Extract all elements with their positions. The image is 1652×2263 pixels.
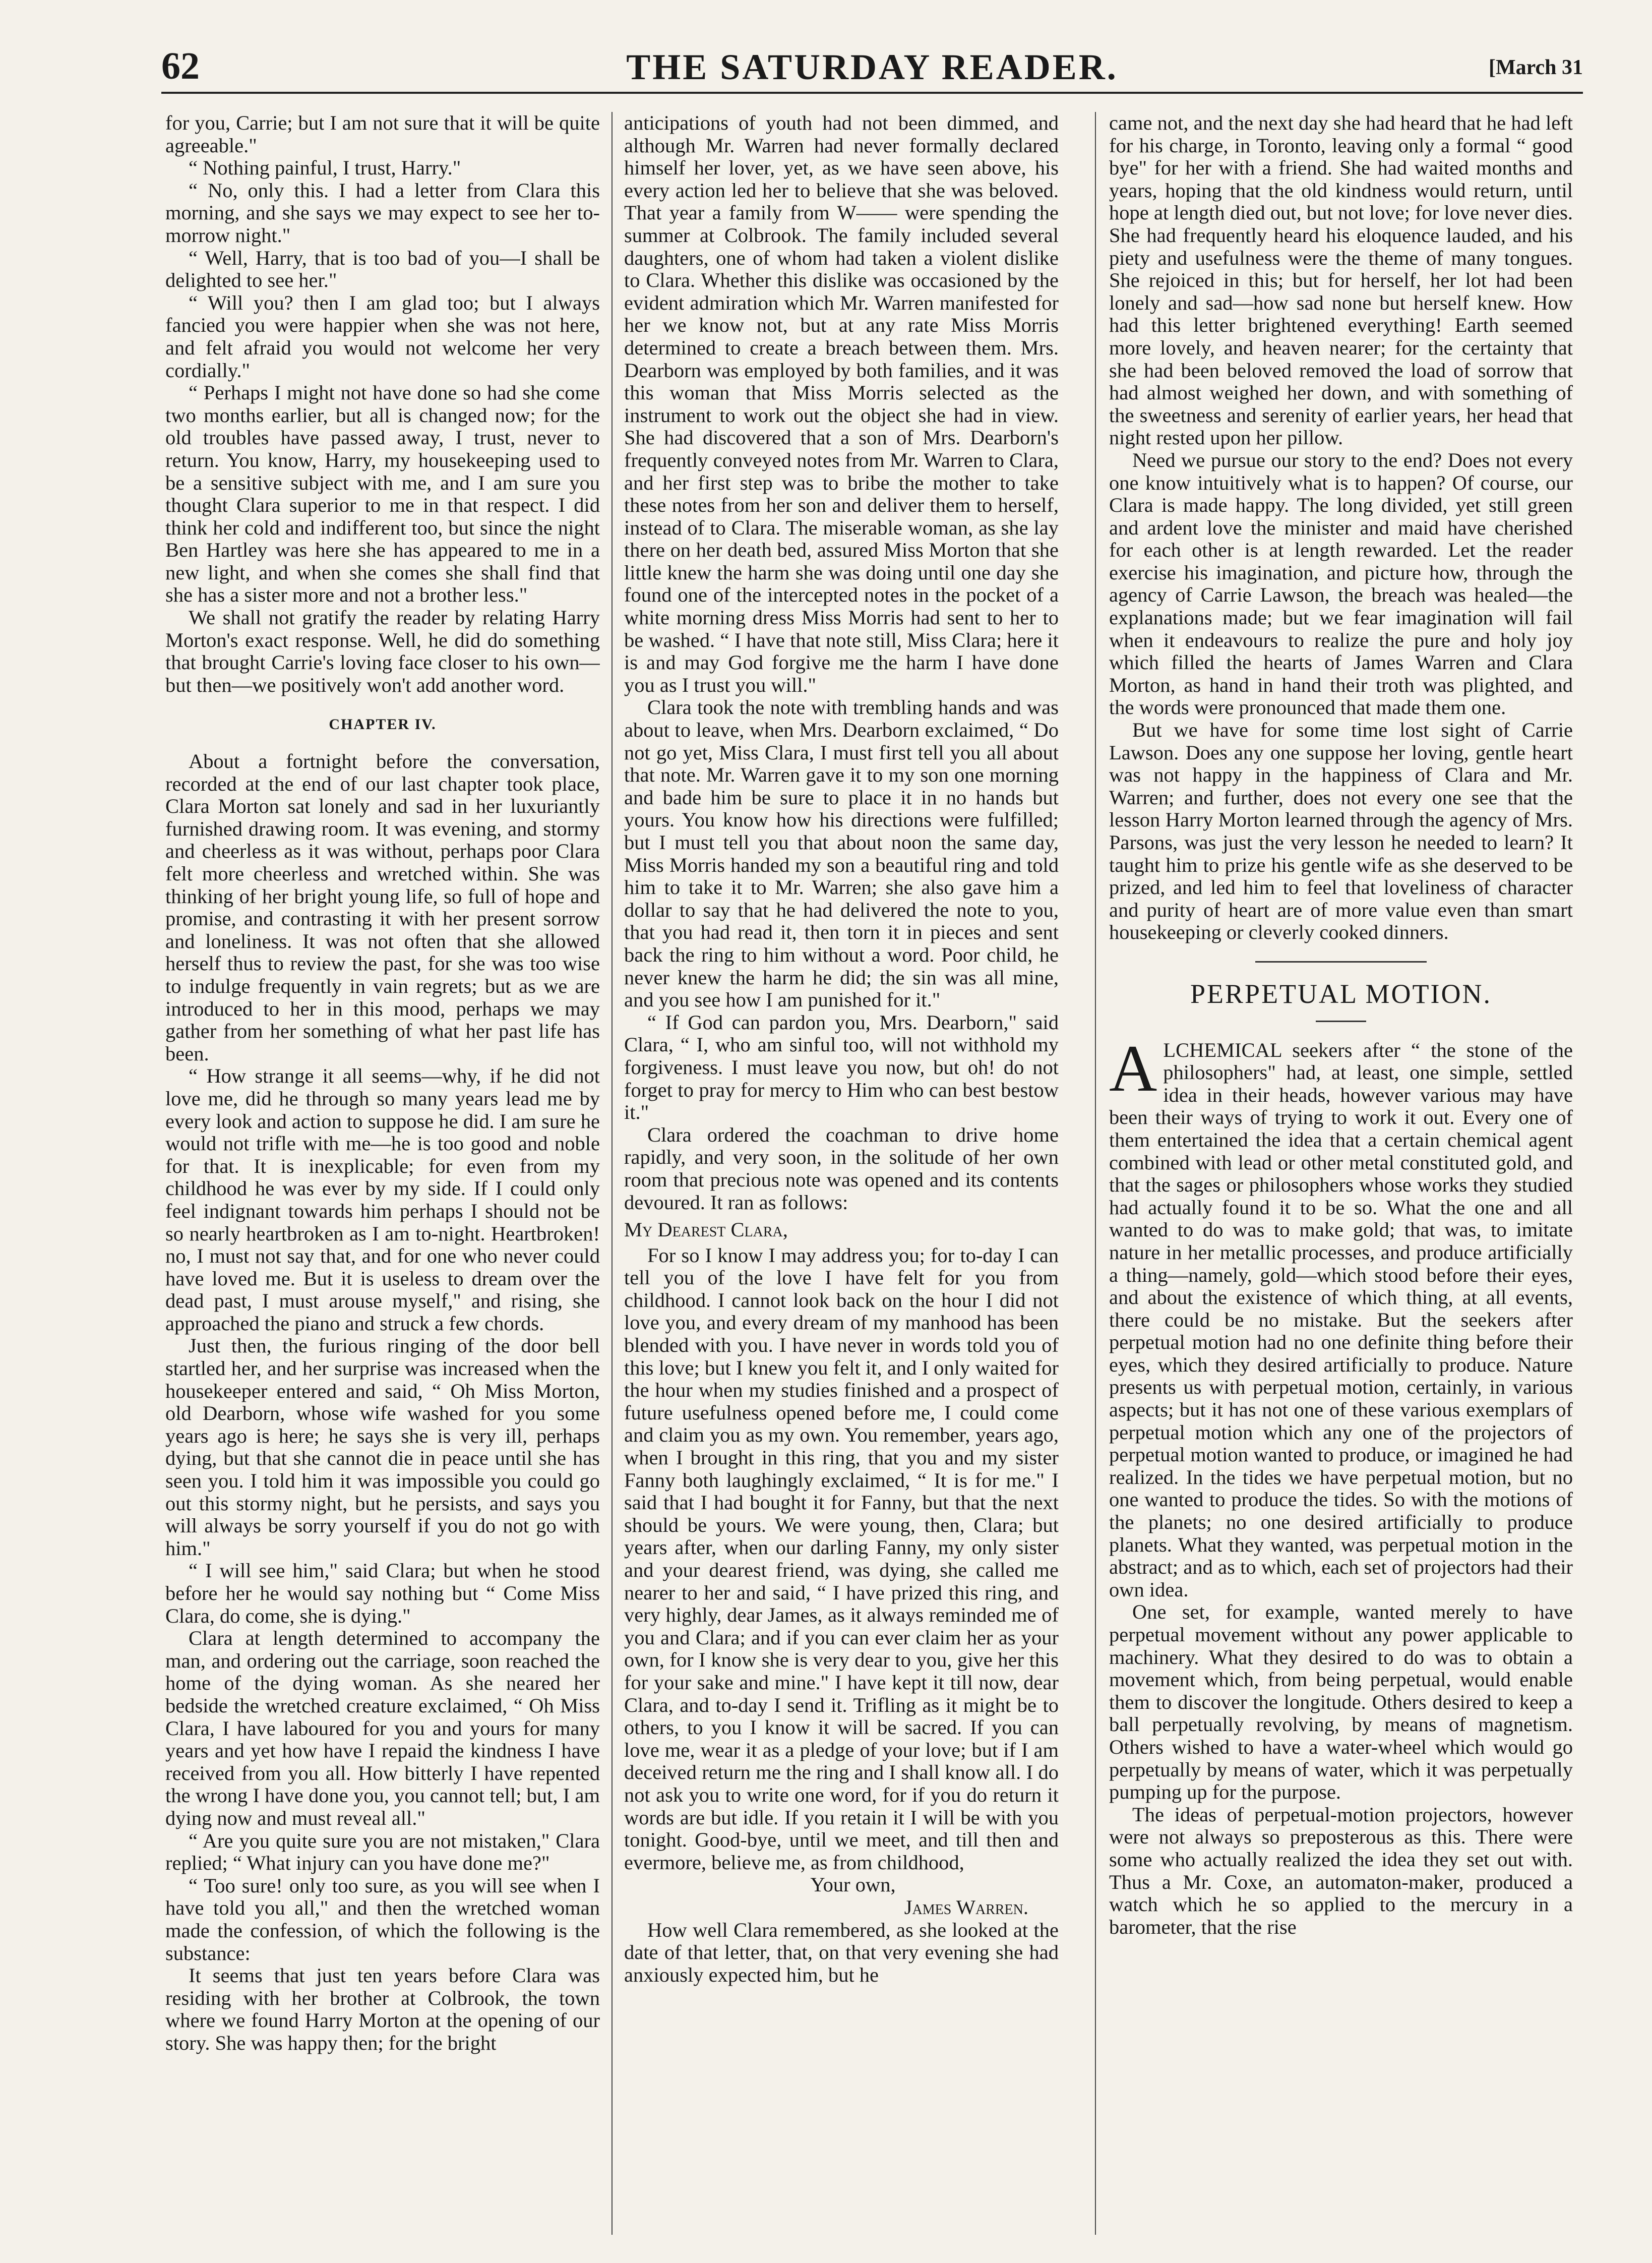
article-title: PERPETUAL MOTION. bbox=[1190, 978, 1492, 1009]
paragraph: “ No, only this. I had a letter from Clara this morning, and she says we may expect to see her to-morrow night." bbox=[165, 178, 600, 247]
paragraph: Clara at length determined to accompany the man, and ordering out the carriage, soon reached the home of the dying woman. As she neared her bedside the wretched creature exclaimed, “ Oh Miss Clara, I have laboured for you and yours for many years and yet how have I repaid the kindness I have received from you all. How bitterly I have repented the wrong I have done you, you cannot tell; but, I am dying now and must reveal all." bbox=[165, 1627, 600, 1829]
paragraph bbox=[1109, 1031, 1573, 1601]
paragraph: For so I know I may address you; for to-day I can tell you of the love I have felt for you from childhood. I cannot look back on the hour I did not love you, and every dream of my manhood has been blended with you. I have never in words told you of this love; but I knew you felt it, and I only waited for the hour when my studies finished and a prospect of future usefulness opened before me, I could come and claim you as my own. You remember, years ago, when I brought in this ring, that you and my sister Fanny both laughingly exclaimed, “ It is for me." I said that I had bought it for Fanny, but that the next should be yours. We were young, then, Clara; but years after, when our darling Fanny, my only sister and your dearest friend, was dying, she called me nearer to her and said, “ I have prized this ring, and very highly, dear James, as it always reminded me of you and Clara; and if you can ever claim her as your own, for I know she is very dear to you, give her this for your sake and mine." I have kept it till now, dear Clara, and to-day I send it. Trifling as it might be to others, to you I know it will be sacred. If you can love me, wear it as a pledge of your love; but if I am deceived return me the ring and I shall know all. I do not ask you to write one word, for if you do return it words are but idle. If you retain it I will be with you tonight. Good-bye, until we meet, and till then and evermore, believe me, as from childhood, bbox=[624, 1243, 1059, 1874]
letter-salutation: My Dearest Clara, bbox=[624, 1218, 788, 1241]
drop-cap: A bbox=[1109, 1031, 1157, 1105]
paragraph: “ Perhaps I might not have done so had she come two months earlier, but all is changed now; for the old troubles have passed away, I trust, never to return. You know, Harry, my housekeeping used to be a sensitive subject with me, and I am sure you thought Clara superior to me in that respect. I did think her cold and indifferent too, but since the night Ben Hartley was here she has appeared to me in a new light, and when she comes she shall find that she has a sister more and not a brother less." bbox=[165, 381, 600, 607]
paragraph: for you, Carrie; but I am not sure that it will be quite agreeable." bbox=[165, 112, 600, 157]
paragraph: How well Clara remembered, as she looked at the date of that letter, that, on that very evening she had anxiously expected him, but he bbox=[624, 1918, 1059, 1986]
paragraph: anticipations of youth had not been dimmed, and although Mr. Warren had never formally declared himself her lover, yet, as we have seen above, his every action led her to believe that she was beloved. That year a family from W—— were spending the summer at Colbrook. The family included several daughters, one of whom had taken a violent dislike to Clara. Whether this dislike was occasioned by the evident admiration which Mr. Warren manifested for her we know not, but at any rate Miss Morris determined to create a breach between them. Mrs. Dearborn was employed by both families, and it was this woman that Miss Morris selected as the instrument to work out the object she had in view. She had discovered that a son of Mrs. Dearborn's frequently conveyed notes from Mr. Warren to Clara, and her first step was to bribe the mother to take these notes from her son and deliver them to herself, instead of to Clara. The miserable woman, as she lay there on her death bed, assured Miss Morton that she little knew the harm she was doing until one day she found one of the intercepted notes in the pocket of a white morning dress Miss Morris had sent to her to be washed. “ I have that note still, Miss Clara; here it is and may God forgive me the harm I have done you as I trust you will." bbox=[624, 112, 1059, 696]
paragraph: It seems that just ten years before Clara was residing with her brother at Colbrook, the town where we found Harry Morton at the opening of our story. She was happy then; for the bright bbox=[165, 1964, 600, 2054]
column-2 bbox=[624, 112, 1059, 2235]
paragraph: “ Will you? then I am glad too; but I always fancied you were happier when she was not here, and felt afraid you would not welcome her very cordially." bbox=[165, 291, 600, 382]
title-rule bbox=[1316, 1021, 1366, 1022]
issue-date: [March 31 bbox=[1488, 56, 1583, 79]
header-rule bbox=[161, 92, 1583, 94]
paragraph: But we have for some time lost sight of Carrie Lawson. Does any one suppose her loving, gentle heart was not happy in the happiness of Clara and Mr. Warren; and further, does not every one see that the lesson Harry Morton learned through the agency of Mrs. Parsons, was just the very lesson he needed to learn? It taught him to prize his gentle wife as she deserved to be prized, and led him to feel that loveliness of character and purity of heart are of more value even than smart housekeeping or cleverly cooked dinners. bbox=[1109, 719, 1573, 944]
section-rule bbox=[1255, 961, 1427, 963]
column-3 bbox=[1109, 112, 1573, 2235]
paragraph: “ Nothing painful, I trust, Harry." bbox=[189, 156, 461, 180]
paragraph: “ How strange it all seems—why, if he did not love me, did he through so many years lead me by every look and action to suppose he did. I am sure he would not trifle with me—he is too good and noble for that. It is inexplicable; for even from my childhood he was ever by my side. If I could only feel indignant towards him perhaps I should not be so nearly heartbroken as I am to-night. Heartbroken! no, I must not say that, and for one who never could have loved me. But it is useless to dream over the dead past, I must arouse myself," and rising, she approached the piano and struck a few chords. bbox=[165, 1064, 600, 1335]
letter-body bbox=[624, 1244, 1059, 1874]
paragraph: “ If God can pardon you, Mrs. Dearborn," said Clara, “ I, who am sinful too, will not withhold my forgiveness. I must leave you now, but oh! do not forget to pray for mercy to Him who can best bestow it." bbox=[624, 1010, 1059, 1124]
paragraph: “ Well, Harry, that is too bad of you—I shall be delighted to see her." bbox=[165, 246, 600, 292]
page-number: 62 bbox=[161, 45, 200, 87]
column-divider bbox=[611, 112, 613, 2235]
paragraph-text: LCHEMICAL seekers after “ the stone of the philosophers" had, at least, one simple, settled idea in their heads, however various may have been their ways of trying to work it out. Every one of them entertained the idea that a certain chemical agent combined with lead or other metal constituted gold, and that the sages or philosophers whose works they studied had actually found it to be so. What the one and all wanted to do was to make gold; that was, to imitate nature in her metallic processes, and produce artificially a thing—namely, gold—which stood before their eyes, and about the existence of which thing, at all events, there could be no mistake. But the seekers after perpetual motion had no one definite thing before their eyes, which they desired artificially to produce. Nature presents us with perpetual motion, certainly, in various aspects; but it has not one of these various exemplars of perpetual motion which any one of the projectors of perpetual motion wanted to produce, or imagined he had realized. In the tides we have perpetual motion, but no one wanted to produce the tides. So with the motions of the planets; no one desired artificially to produce planets. What they wanted, was perpetual motion in the abstract; and as to which, each set of projectors had their own idea. bbox=[1109, 1038, 1573, 1601]
paragraph: “ I will see him," said Clara; but when he stood before her he would say nothing but “ Come Miss Clara, do come, she is dying." bbox=[165, 1559, 600, 1627]
paragraph: came not, and the next day she had heard that he had left for his charge, in Toronto, leaving only a formal “ good bye" for her with a friend. She had waited months and years, hoping that the old kindness would return, until hope at length died out, but not love; for love never dies. She had frequently heard his eloquence lauded, and his piety and usefulness were the theme of many tongues. She rejoiced in this; but for herself, her lot had been lonely and sad—how sad none but herself knew. How had this letter brightened everything! Earth seemed more lovely, and heaven nearer; for the certainty that she had been beloved removed the load of sorrow that had almost weighed her down, and with something of the sweetness and serenity of earlier years, her head that night rested upon her pillow. bbox=[1109, 112, 1573, 449]
paragraph: Clara ordered the coachman to drive home rapidly, and very soon, in the solitude of her own room that precious note was opened and its contents devoured. It ran as follows: bbox=[624, 1123, 1059, 1214]
chapter-heading: CHAPTER IV. bbox=[329, 716, 437, 733]
letter-closing: Your own, bbox=[810, 1873, 896, 1896]
paragraph: “ Are you quite sure you are not mistaken," Clara replied; “ What injury can you have done me?" bbox=[165, 1829, 600, 1875]
masthead bbox=[161, 44, 1583, 90]
paragraph: Need we pursue our story to the end? Does not every one know intuitively what is to happen? Of course, our Clara is made happy. The long divided, yet still green and ardent love the minister and maid have cherished for each other is at length rewarded. Let the reader exercise his imagination, and picture how, through the agency of Carrie Lawson, the breach was healed—the explanations made; but we fear imagination will fail when it endeavours to realize the pure and holy joy which filled the hearts of James Warren and Clara Morton, as hand in hand their troth was plighted, and the words were pronounced that made them one. bbox=[1109, 448, 1573, 719]
publication-title: THE SATURDAY READER. bbox=[626, 47, 1118, 87]
paragraph: One set, for example, wanted merely to have perpetual movement without any power applicable to machinery. What they desired to do was to obtain a movement which, from being perpetual, would enable them to discover the longitude. Others desired to keep a ball perpetually revolving, by means of magnetism. Others wished to have a water-wheel which would go perpetually by means of water, which it was perpetually pumping up for the purpose. bbox=[1109, 1600, 1573, 1804]
paragraph: About a fortnight before the conversation, recorded at the end of our last chapter took place, Clara Morton sat lonely and sad in her luxuriantly furnished drawing room. It was evening, and stormy and cheerless as it was without, perhaps poor Clara felt more cheerless and wretched within. She was thinking of her bright young life, so full of hope and promise, and contrasting it with her present sorrow and loneliness. It was not often that she allowed herself thus to review the past, for she was too wise to indulge frequently in vain regrets; but as we are introduced to her in this mood, perhaps we may gather from her something of what her past life has been. bbox=[165, 750, 600, 1065]
paragraph: We shall not gratify the reader by relating Harry Morton's exact response. Well, he did do something that brought Carrie's loving face closer to his own—but then—we positively won't add another word. bbox=[165, 606, 600, 696]
column-1 bbox=[165, 112, 600, 2235]
paragraph: Clara took the note with trembling hands and was about to leave, when Mrs. Dearborn exclaimed, “ Do not go yet, Miss Clara, I must first tell you all about that note. Mr. Warren gave it to my son one morning and bade him be sure to place it in no hands but yours. You know how his directions were fulfilled; but I must tell you that about noon the same day, Miss Morris handed my son a beautiful ring and told him to take it to Mr. Warren; she also gave him a dollar to say that he had delivered the note to you, that you had read it, then torn it in pieces and sent back the ring to him without a word. Poor child, he never knew the harm he did; the sin was all mine, and you see how I am punished for it." bbox=[624, 696, 1059, 1011]
letter-signature: James Warren. bbox=[904, 1895, 1028, 1919]
paragraph: The ideas of perpetual-motion projectors, however were not always so preposterous as this. There were some who actually realized the idea they set out with. Thus a Mr. Coxe, an automaton-maker, produced a watch which he so applied to the mercury in a barometer, that the rise bbox=[1109, 1803, 1573, 1938]
column-divider bbox=[1095, 112, 1096, 2235]
paragraph: Just then, the furious ringing of the door bell startled her, and her surprise was increased when the housekeeper entered and said, “ Oh Miss Morton, old Dearborn, whose wife washed for you some years ago is here; he says she is very ill, perhaps dying, but that she cannot die in peace until she has seen you. I told him it was impossible you could go out this stormy night, but he persists, and says you will always be sorry yourself if you do not go with him." bbox=[165, 1334, 600, 1560]
paragraph: “ Too sure! only too sure, as you will see when I have told you all," and then the wretched woman made the confession, of which the following is the substance: bbox=[165, 1874, 600, 1964]
